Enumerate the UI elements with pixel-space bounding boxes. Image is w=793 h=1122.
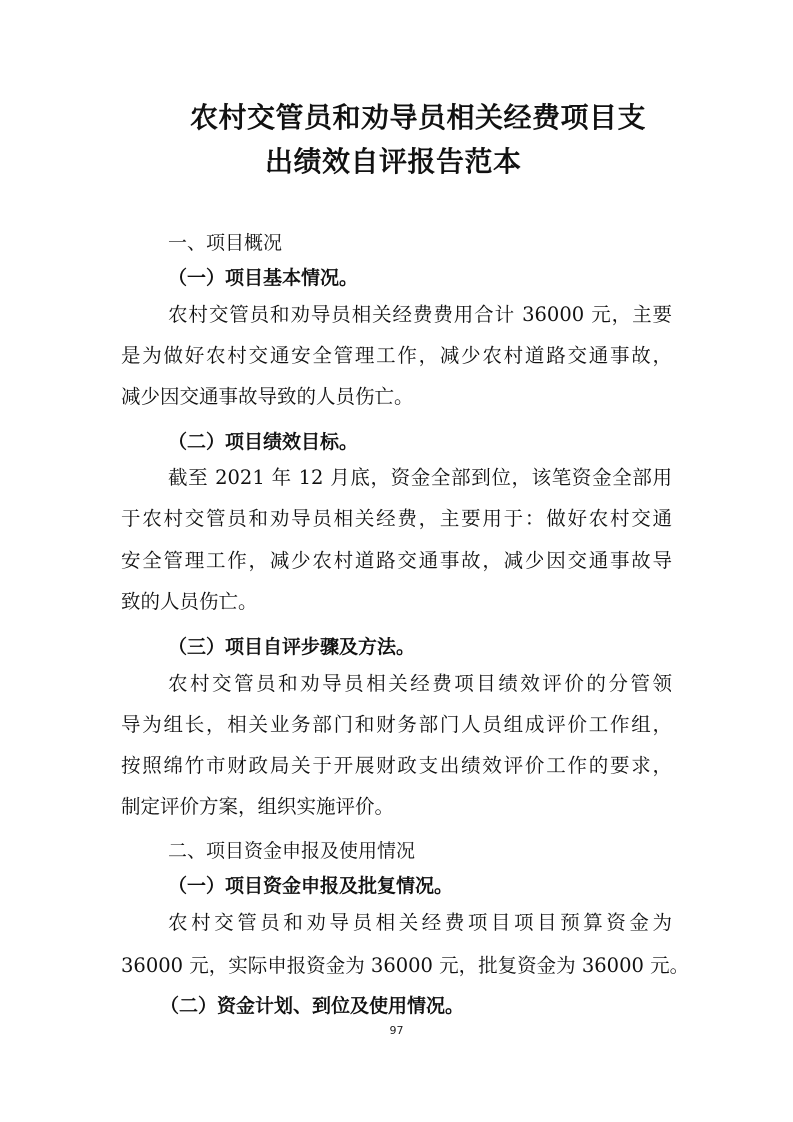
paragraph-line: 安全管理工作，减少农村道路交通事故，减少因交通事故导	[121, 549, 672, 572]
section-2-heading: 二、项目资金申报及使用情况	[168, 840, 416, 862]
page-number: 97	[389, 1024, 404, 1037]
paragraph-line: 按照绵竹市财政局关于开展财政支出绩效评价工作的要求，	[121, 754, 672, 777]
paragraph-line: 致的人员伤亡。	[121, 590, 258, 613]
paragraph-line: 制定评价方案，组织实施评价。	[121, 795, 395, 818]
paragraph-line: 减少因交通事故导致的人员伤亡。	[121, 385, 414, 408]
paragraph-line: 是为做好农村交通安全管理工作，减少农村道路交通事故，	[121, 344, 672, 367]
paragraph-line: 截至 2021 年 12 月底，资金全部到位，该笔资金全部用	[168, 466, 672, 489]
section-2-sub-1-heading: （一）项目资金申报及批复情况。	[168, 875, 454, 897]
paragraph-line: 导为组长，相关业务部门和财务部门人员组成评价工作组，	[121, 713, 672, 736]
section-1-sub-3-heading: （三）项目自评步骤及方法。	[168, 636, 416, 658]
section-2-sub-2-heading: （二）资金计划、到位及使用情况。	[160, 995, 465, 1017]
paragraph-line: 36000 元，实际申报资金为 36000 元，批复资金为 36000 元。	[121, 954, 690, 977]
paragraph-line: 于农村交管员和劝导员相关经费，主要用于：做好农村交通	[121, 507, 672, 530]
section-1-sub-2-heading: （二）项目绩效目标。	[168, 431, 359, 453]
title-line-2: 出绩效自评报告范本	[265, 145, 522, 178]
paragraph-line: 农村交管员和劝导员相关经费项目绩效评价的分管领	[168, 672, 672, 695]
title-line-1: 农村交管员和劝导员相关经费项目支	[190, 101, 647, 134]
section-1-heading: 一、项目概况	[168, 232, 283, 254]
section-1-sub-1-heading: （一）项目基本情况。	[168, 267, 359, 289]
paragraph-line: 农村交管员和劝导员相关经费项目项目预算资金为	[168, 911, 672, 934]
paragraph-line: 农村交管员和劝导员相关经费费用合计 36000 元，主要	[168, 303, 672, 326]
